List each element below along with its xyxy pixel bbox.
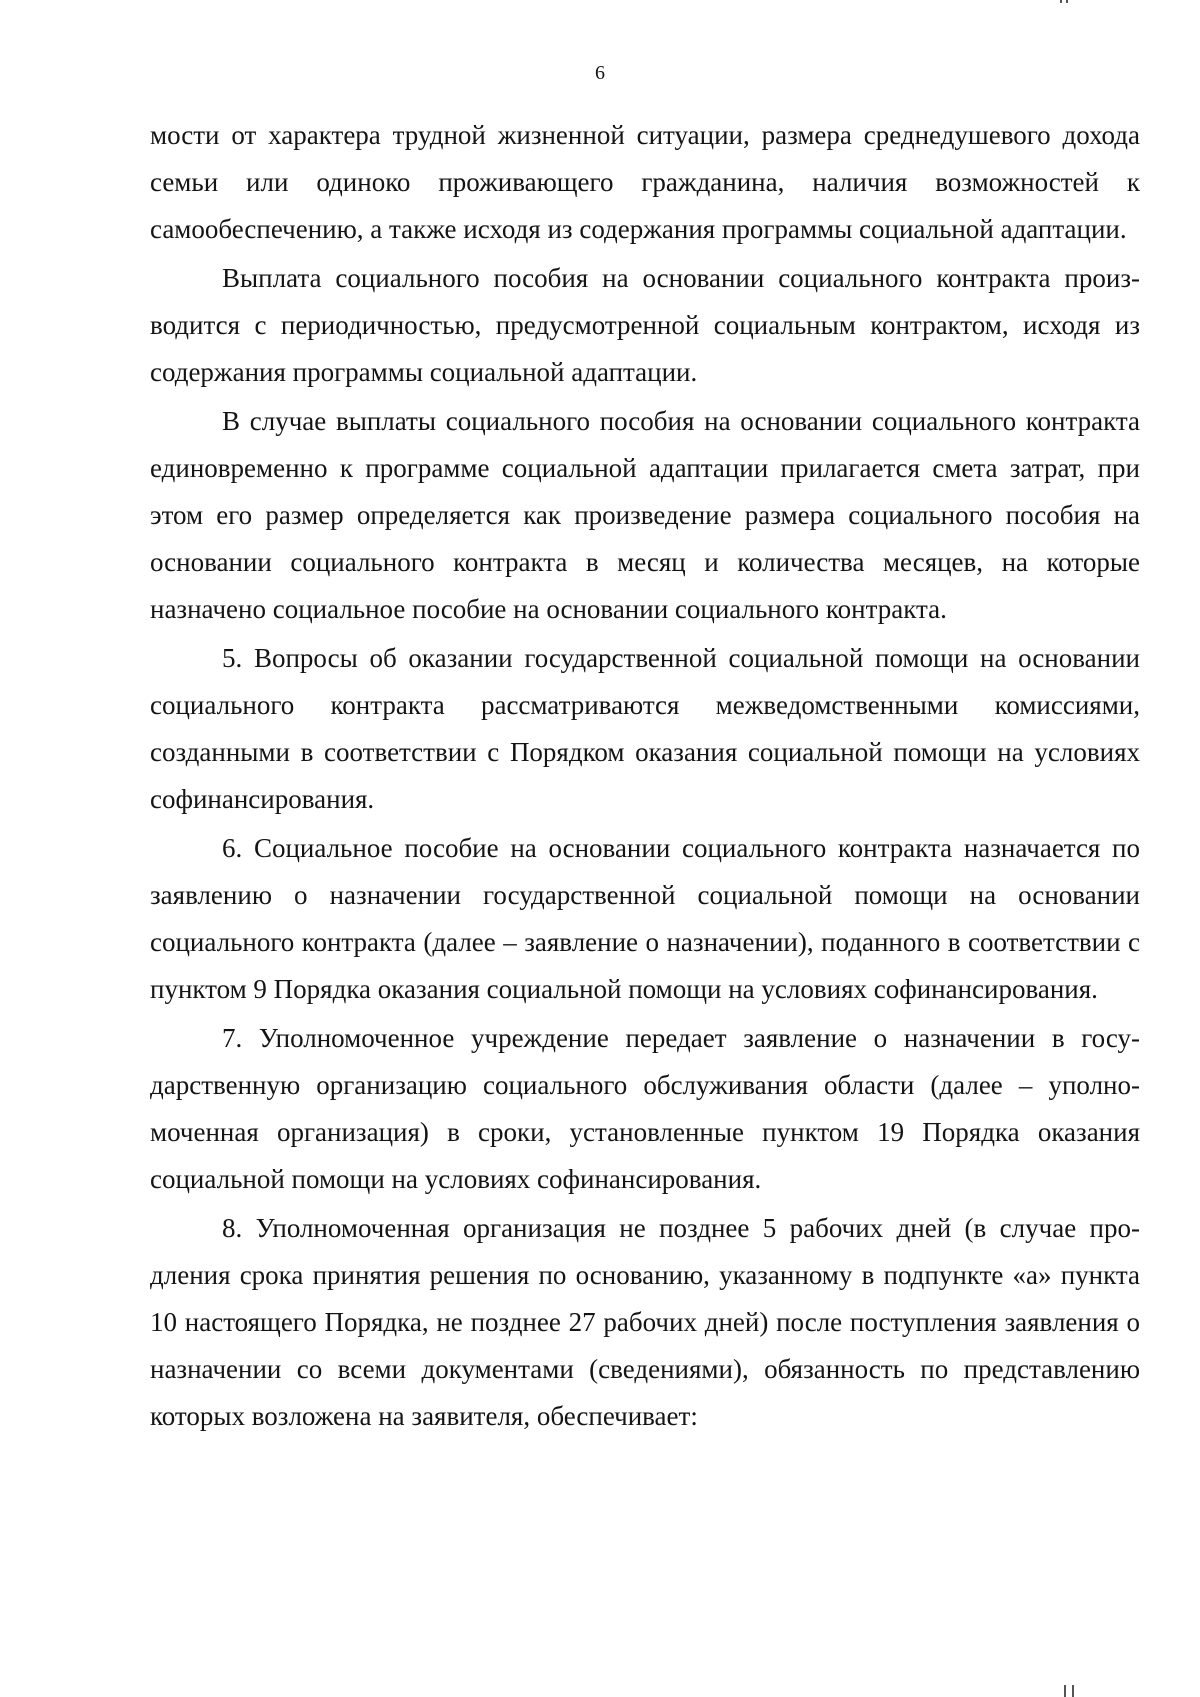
paragraph-item-6: 6. Социальное пособие на основании социального контракта назначается по заявлению о назначении государственной социальной помощи на основании социального контракта (далее – заявление о назначении), поданного в соответствии с пунктом 9 Порядка оказания социальной помощи на условиях софинансирования. bbox=[150, 833, 1140, 1004]
paragraph-item-7: 7. Уполномоченное учреждение передает заявление о назначении в государственную организацию социального обслуживания области (далее – уполномоченная организация) в сроки, установленные пунктом 19 Порядка оказания социальной помощи на условиях софинансирования. bbox=[150, 1023, 1140, 1194]
paragraph-3: В случае выплаты социального пособия на основании социального контракта единовременно к программе социальной адаптации прилагается смета затрат, при этом его размер определяется как произведение размера социального пособия на основании социального контракта в месяц и количества месяцев, на которые назначено социальное пособие на основании социального контракта. bbox=[150, 406, 1140, 624]
paragraph-1: мости от характера трудной жизненной ситуации, размера среднедушевого дохода семьи или одиноко проживающего гражданина, наличия возможностей к самообеспечению, а также исходя из содержания программы социальной адаптации. bbox=[150, 120, 1140, 244]
scan-edge-mark bbox=[1064, 1685, 1066, 1697]
scan-edge-mark bbox=[1066, 0, 1068, 3]
page-number: 6 bbox=[595, 62, 605, 84]
scan-edge-mark bbox=[1072, 1685, 1074, 1697]
paragraph-2: Выплата социального пособия на основании социального контракта производится с периодичностью, предусмотренной социальным контрактом, исходя из содержания программы социальной адаптации. bbox=[150, 263, 1140, 387]
paragraph-item-5: 5. Вопросы об оказании государственной социальной помощи на основании социального контракта рассматриваются межведомственными комиссиями, созданными в соответствии с Порядком оказания социальной помощи на условиях софинансирования. bbox=[150, 643, 1140, 814]
paragraph-item-8: 8. Уполномоченная организация не позднее 5 рабочих дней (в случае продления срока принятия решения по основанию, указанному в подпункте «а» пункта 10 настоящего Порядка, не позднее 27 рабочих дней) после поступления заявления о назначении со всеми документами (сведениями), обязанность по представлению которых возложена на заявителя, обеспечивает: bbox=[150, 1213, 1140, 1431]
scan-edge-mark bbox=[1060, 0, 1062, 3]
document-body bbox=[150, 112, 1140, 1442]
